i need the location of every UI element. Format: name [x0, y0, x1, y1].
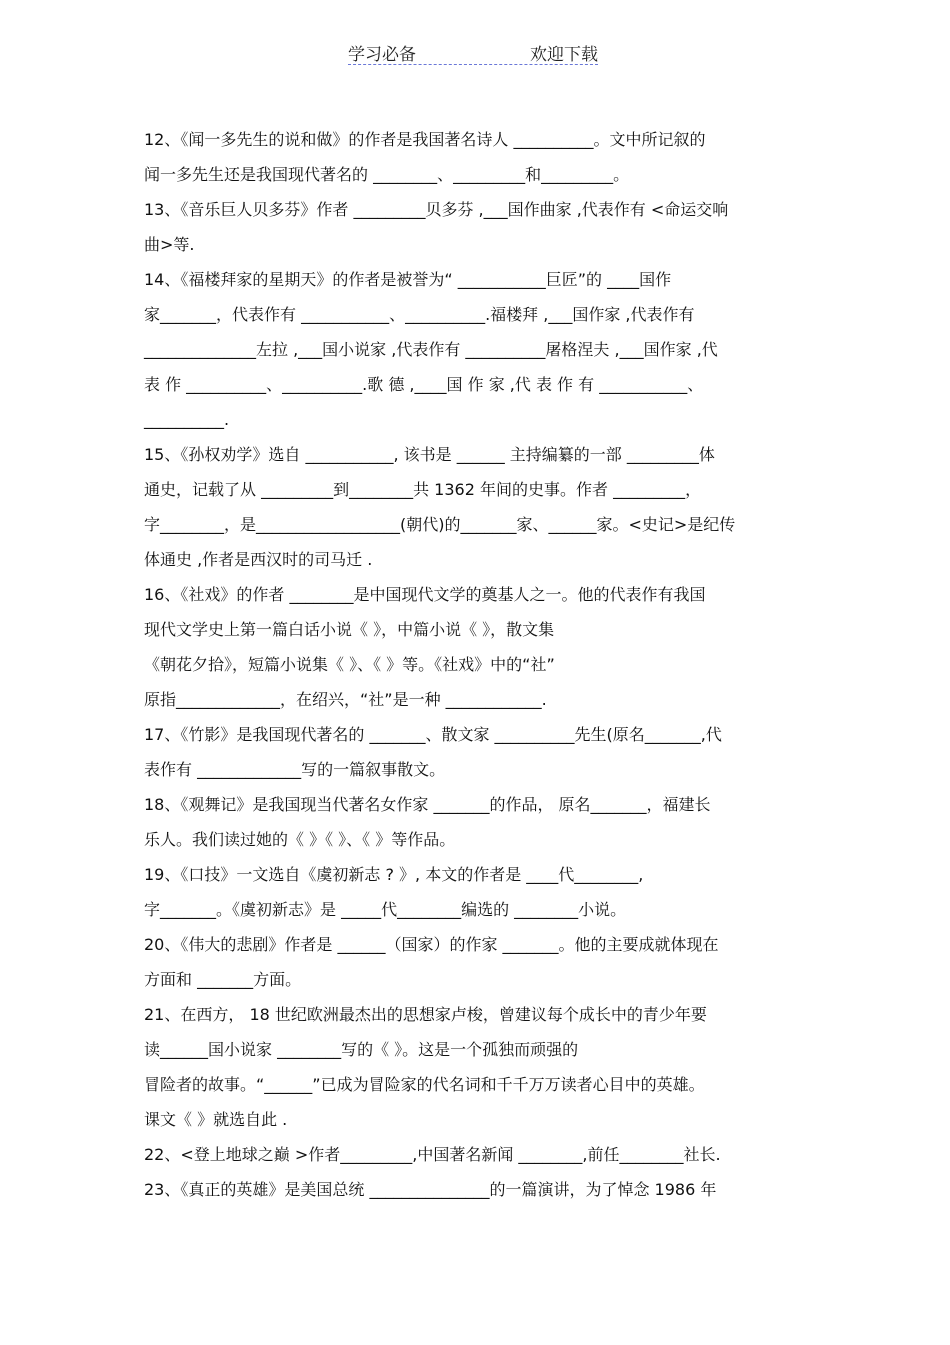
text-line: 曲>等.: [144, 235, 195, 254]
text-line: 冒险者的故事。“______”已成为冒险家的代名词和千千万万读者心目中的英雄。: [144, 1075, 705, 1094]
page-header: [348, 40, 598, 66]
text-line: __________.: [144, 410, 230, 429]
text-line: 原指_____________，在绍兴，“社”是一种 ____________.: [144, 690, 547, 709]
text-line: 表 作 __________、__________.歌 德 ,____国 作 家 ,代 表 作 有 ___________、: [144, 375, 704, 394]
header-right-text: 欢迎下载: [530, 45, 598, 65]
text-line: 字_______。《虞初新志》是 _____代________编选的 ________小说。: [144, 900, 627, 919]
text-line: 表作有 _____________写的一篇叙事散文。: [144, 760, 446, 779]
text-line: 13、《音乐巨人贝多芬》作者 _________贝多芬 ,___国作曲家 ,代表作有 <命运交响: [144, 200, 729, 219]
text-line: 《朝花夕拾》，短篇小说集《 》、《 》等。《社戏》中的“社”: [144, 655, 555, 674]
text-line: 18、《观舞记》是我国现当代著名女作家 _______的作品， 原名_______，福建长: [144, 795, 711, 814]
text-line: 闻一多先生还是我国现代著名的 ________、_________和_________。: [144, 165, 630, 184]
text-line: 12、《闻一多先生的说和做》的作者是我国著名诗人 __________。文中所记叙的: [144, 130, 706, 149]
text-line: 20、《伟大的悲剧》作者是 ______（国家）的作家 _______。他的主要成就体现在: [144, 935, 719, 954]
header-dashed-rule: [348, 64, 598, 65]
header-left-text: 学习必备: [348, 45, 416, 65]
text-line: 通史，记载了从 _________到________共 1362 年间的史事。作者 _________，: [144, 480, 702, 499]
text-line: 23、《真正的英雄》是美国总统 _______________的一篇演讲，为了悼念 1986 年: [144, 1180, 717, 1199]
text-line: 17、《竹影》是我国现代著名的 _______、散文家 __________先生(原名_______,代: [144, 725, 722, 744]
text-line: 方面和 _______方面。: [144, 970, 302, 989]
text-line: 22、<登上地球之巅 >作者_________,中国著名新闻 ________,前任________社长.: [144, 1145, 721, 1164]
text-line: 现代文学史上第一篇白话小说《 》，中篇小说《 》，散文集: [144, 620, 555, 639]
text-line: 21、在西方， 18 世纪欧洲最杰出的思想家卢梭，曾建议每个成长中的青少年要: [144, 1005, 707, 1024]
text-line: 家_______，代表作有 ___________、__________.福楼拜 ,___国作家 ,代表作有: [144, 305, 695, 324]
text-line: 14、《福楼拜家的星期天》的作者是被誉为“ ___________巨匠”的 ____国作: [144, 270, 672, 289]
text-line: 体通史 ,作者是西汉时的司马迁 .: [144, 550, 373, 569]
text-line: 读______国小说家 ________写的《 》。这是一个孤独而顽强的: [144, 1040, 579, 1059]
text-line: 16、《社戏》的作者 ________是中国现代文学的奠基人之一。他的代表作有我国: [144, 585, 706, 604]
text-line: 19、《口技》一文选自《虞初新志 ? 》, 本文的作者是 ____代________,: [144, 865, 644, 884]
text-line: 字________，是__________________(朝代)的_______家、______家。<史记>是纪传: [144, 515, 736, 534]
text-line: 乐人。我们读过她的《 》《 》、《 》等作品。: [144, 830, 456, 849]
document-body: [144, 126, 808, 1211]
text-line: 15、《孙权劝学》选自 ___________, 该书是 ______ 主持编纂的一部 _________体: [144, 445, 715, 464]
text-line: ______________左拉 ,___国小说家 ,代表作有 __________屠格涅夫 ,___国作家 ,代: [144, 340, 718, 359]
text-line: 课文《 》就选自此 .: [144, 1110, 288, 1129]
